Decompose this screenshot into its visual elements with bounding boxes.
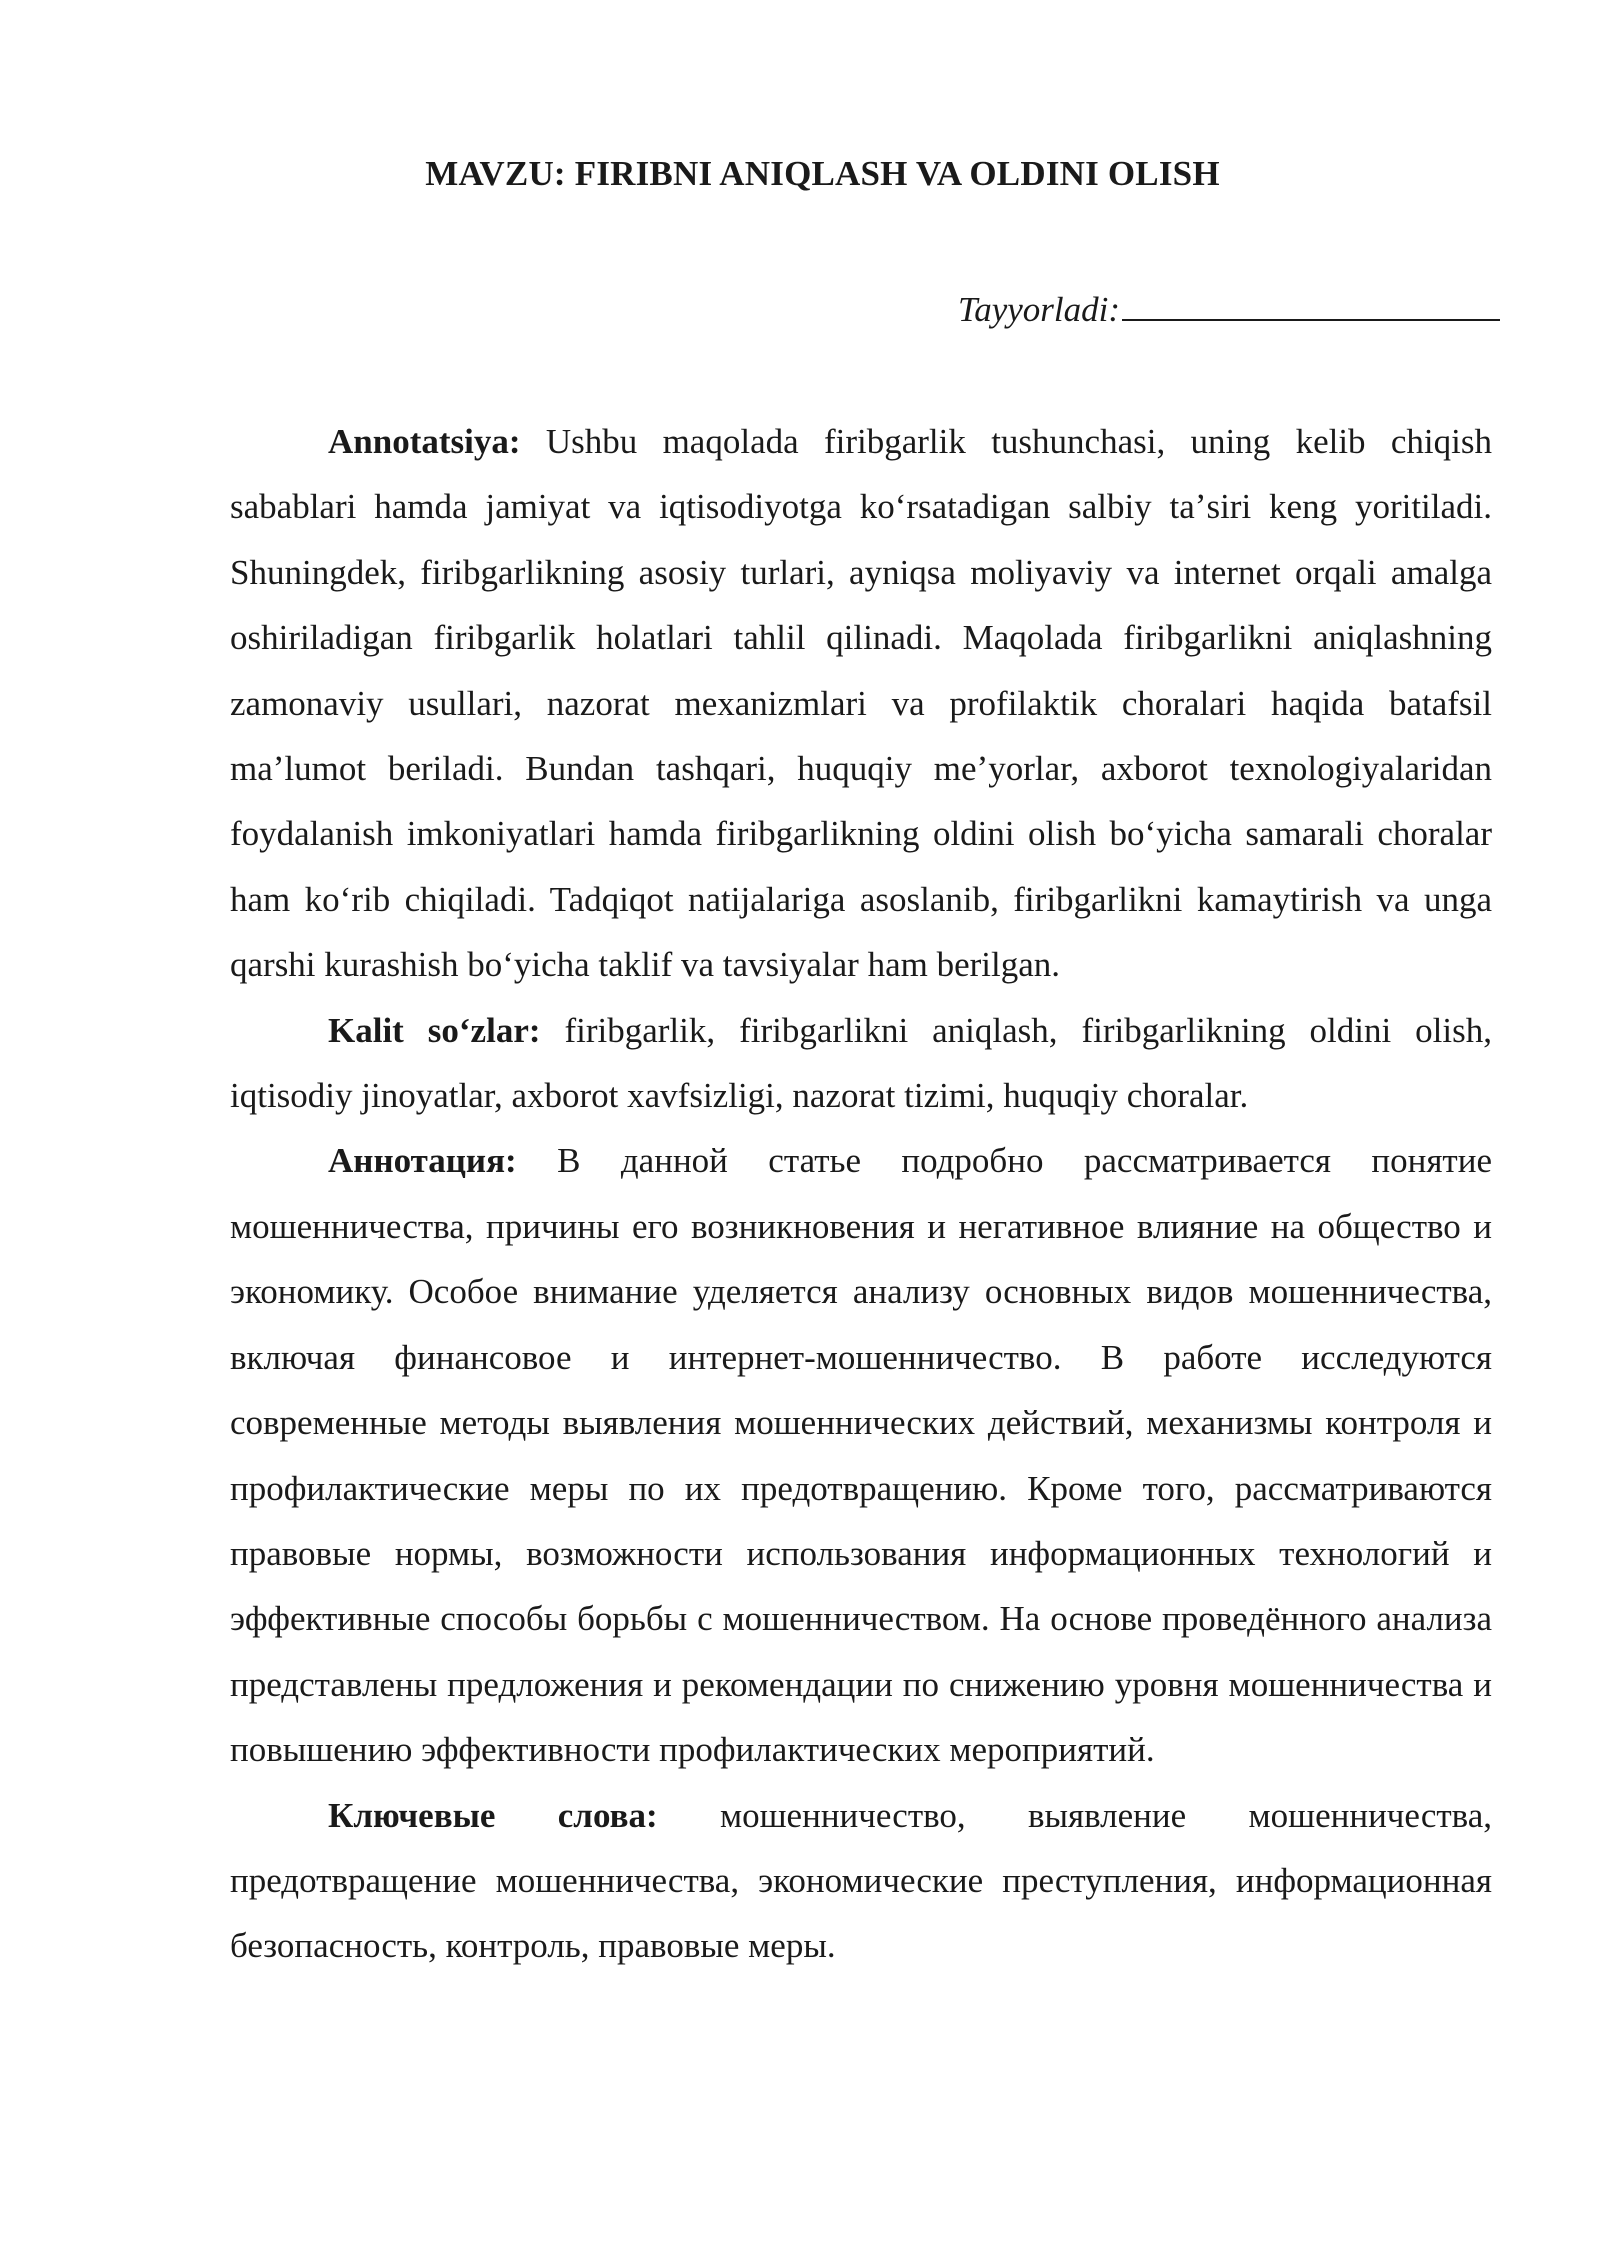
keywords-uz-paragraph	[230, 998, 1492, 1129]
keywords-ru-paragraph	[230, 1783, 1492, 1979]
annotation-ru-paragraph	[230, 1128, 1492, 1782]
keywords-ru-heading: Ключевые слова:	[328, 1795, 658, 1835]
annotation-uz-heading: Annotatsiya:	[328, 422, 521, 461]
prepared-by-line	[958, 283, 1500, 334]
keywords-uz-heading: Kalit soʻzlar:	[328, 1010, 541, 1050]
annotation-ru-text: В данной статье подробно рассматривается понятие мошенничества, причины его возникновения и негативное влияние на общество и экономику. Особое внимание уделяется анализу основных видов мошенничества, включая финансовое и интернет-мошенничество. В работе исследуются современные методы выявления мошеннических действий, механизмы контроля и профилактические меры по их предотвращению. Кроме того, рассматриваются правовые нормы, возможности использования информационных технологий и эффективные способы борьбы с мошенничеством. На основе проведённого анализа представлены предложения и рекомендации по снижению уровня мошенничества и повышению эффективности профилактических мероприятий.	[230, 1141, 1492, 1770]
keywords-uz-text: firibgarlik, firibgarlikni aniqlash, firibgarlikning oldini olish, iqtisodiy jinoyatlar, axborot xavfsizligi, nazorat tizimi, huquqiy choralar.	[230, 1010, 1492, 1116]
keywords-ru-text: мошенничество, выявление мошенничества, предотвращение мошенничества, экономические преступления, информационная безопасность, контроль, правовые меры.	[230, 1795, 1492, 1966]
document-title: MAVZU: FIRIBNI ANIQLASH VA OLDINI OLISH	[425, 154, 1220, 193]
annotation-uz-paragraph	[230, 409, 1492, 998]
prepared-by-blank	[1122, 283, 1500, 321]
annotation-uz-text: Ushbu maqolada firibgarlik tushunchasi, uning kelib chiqish sabablari hamda jamiyat va iqtisodiyotga koʻrsatadigan salbiy taʼsiri keng yoritiladi. Shuningdek, firibgarlikning asosiy turlari, ayniqsa moliyaviy va internet orqali amalga oshiriladigan firibgarlik holatlari tahlil qilinadi. Maqolada firibgarlikni aniqlashning zamonaviy usullari, nazorat mexanizmlari va profilaktik choralari haqida batafsil maʼlumot beriladi. Bundan tashqari, huquqiy meʼyorlar, axborot texnologiyalaridan foydalanish imkoniyatlari hamda firibgarlikning oldini olish boʻyicha samarali choralar ham koʻrib chiqiladi. Tadqiqot natijalariga asoslanib, firibgarlikni kamaytirish va unga qarshi kurashish boʻyicha taklif va tavsiyalar ham berilgan.	[230, 422, 1492, 985]
annotation-ru-heading: Аннотация:	[328, 1141, 517, 1181]
prepared-by-label: Tayyorladi:	[957, 290, 1120, 329]
document-body	[230, 409, 1492, 1979]
